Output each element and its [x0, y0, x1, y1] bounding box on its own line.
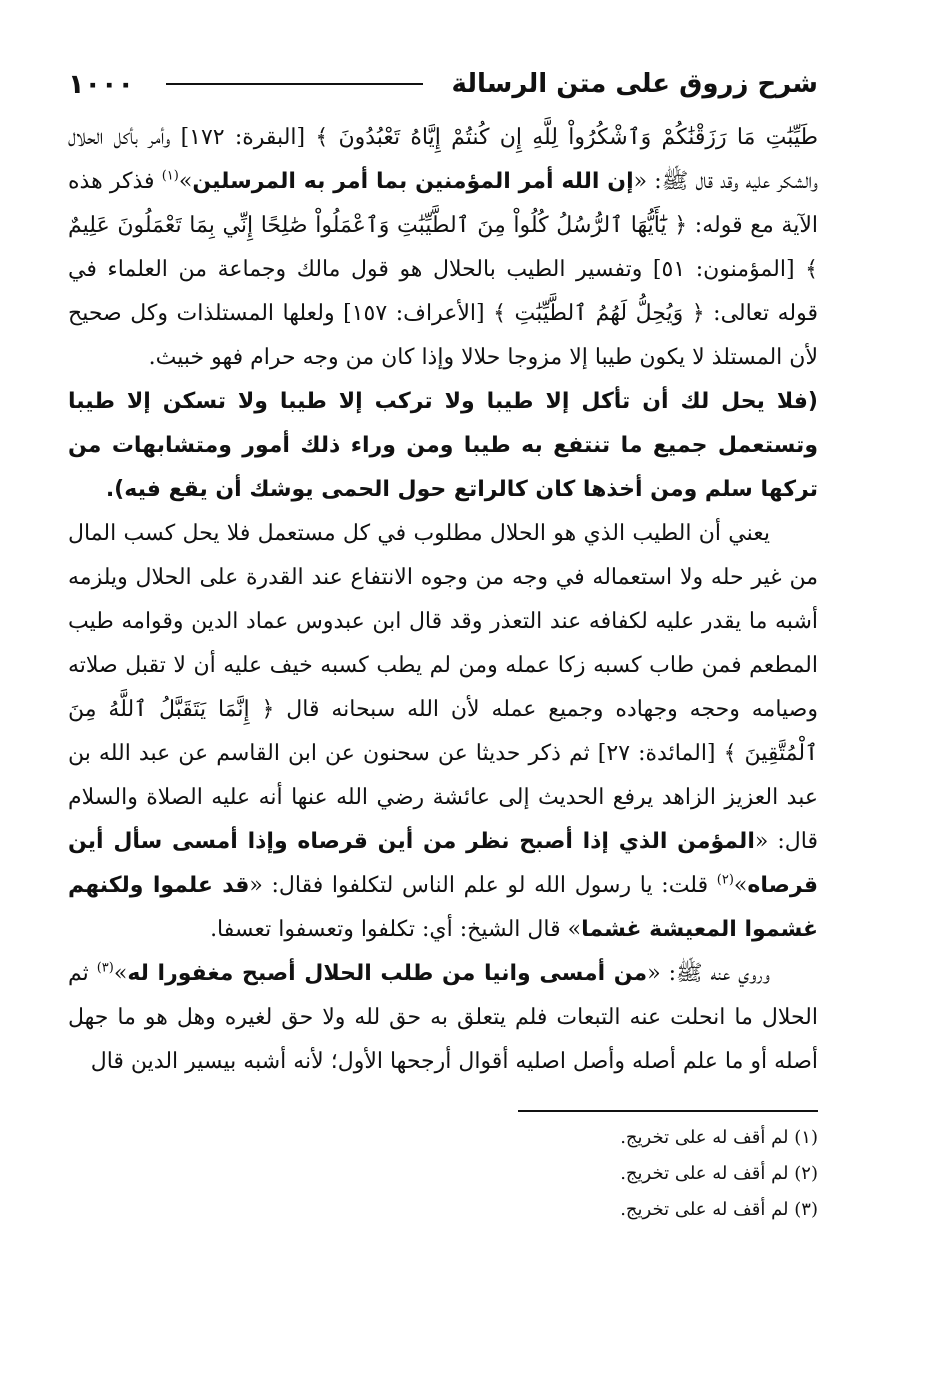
hadith-quote-2: المؤمن الذي إذا أصبح نظر من أين قرصاه وإذا أمسى سأل أين قرصاه	[68, 829, 818, 898]
footnote-ref-3: (٣)	[96, 960, 114, 976]
paragraph-1	[68, 116, 818, 380]
hadith-quote-4: من أمسى وانيا من طلب الحلال أصبح مغفورا له	[127, 961, 648, 986]
paragraph-3-text-c: »	[733, 873, 748, 898]
page-body	[68, 116, 818, 1084]
paragraph-1-text-a: طَيِّبَٰتِ مَا رَزَقْنَٰكُمْ وَٱشْكُرُواْ لِلَّهِ إِن كُنتُمْ إِيَّاهُ تَعْبُدُونَ ﴾ [البقرة: ١٧٢] وأمر بأكل الحلال والشكر عليه وقد قال ﷺ: «	[68, 125, 818, 194]
footnote-2: (٢) لم أقف له على تخريج.	[620, 1163, 818, 1184]
hadith-quote-3: قد علموا ولكنهم غشموا المعيشة غشما	[68, 873, 818, 942]
footnote-3: (٣) لم أقف له على تخريج.	[620, 1199, 818, 1220]
paragraph-3-text-a: يعني أن الطيب الذي هو الحلال مطلوب في كل مستعمل فلا يحل كسب المال من غير حله ولا استعماله في وجه من وجوه الانتفاع عند القدرة على الحلال ويلزمه أشبه ما يقدر عليه لكفافه عند التعذر وقد قال ابن عبدوس عماد الدين وقوامه طيب المطعم فمن طاب كسبه زكا عمله ومن لم يطب كسبه خيف عليه أن لا تقبل صلاته وصيامه وحجه وجهاده وجميع عمله لأن الله سبحانه قال ﴿ إِنَّمَا يَتَقَبَّلُ ٱللَّهُ مِنَ ٱلْمُتَّقِينَ ﴾ [المائدة: ٢٧] ثم ذكر حديثا عن سحنون عن ابن القاسم عن عبد الله بن عبد العزيز الزاهد يرفع الحديث إلى عائشة رضي الله عنها أنه عليه الصلاة والسلام قال: «	[68, 521, 818, 854]
paragraph-4-text-d: ثم الحلال ما انحلت عنه التبعات فلم يتعلق به حق لله ولا حق لغيره وهل هو ما جهل أصله أو ما علم أصله وأصل اصليه أقوال أرجحها الأول؛ لأنه أشبه بيسير الدين قال	[68, 961, 818, 1074]
footnote-rule	[518, 1110, 818, 1112]
paragraph-4-text-a: وروي عنه ﷺ: «	[647, 961, 770, 986]
paragraph-3-text-f: » قال الشيخ: أي: تكلفوا وتعسفوا تعسفا.	[210, 917, 582, 942]
header-rule	[166, 83, 424, 85]
running-title: شرح زروق على متن الرسالة	[451, 69, 818, 99]
footnote-ref-2: (٢)	[716, 872, 734, 888]
paragraph-3-text-d: قلت: يا رسول الله لو علم الناس لتكلفوا فقال: «	[249, 873, 717, 898]
hadith-quote-1: إن الله أمر المؤمنين بما أمر به المرسلين	[192, 169, 634, 194]
matn-paragraph: (فلا يحل لك أن تأكل إلا طيبا ولا تركب إلا طيبا ولا تسكن إلا طيبا وتستعمل جميع ما تنتفع به طيبا ومن وراء ذلك أمور ومتشابهات من تركها سلم ومن أخذها كان كالراتع حول الحمى يوشك أن يقع فيه).	[68, 389, 818, 502]
paragraph-4	[68, 952, 818, 1084]
paragraph-1-text-d: فذكر هذه الآية مع قوله: ﴿ يَٰٓأَيُّهَا ٱلرُّسُلُ كُلُواْ مِنَ ٱلطَّيِّبَٰتِ وَٱعْمَلُواْ صَٰلِحًا إِنِّي بِمَا تَعْمَلُونَ عَلِيمٌ ﴾ [المؤمنون: ٥١] وتفسير الطيب بالحلال هو قول مالك وجماعة من العلماء في قوله تعالى: ﴿ وَيُحِلُّ لَهُمُ ٱلطَّيِّبَٰتِ ﴾ [الأعراف: ١٥٧] ولعلها المستلذات وكل صحيح لأن المستلذ لا يكون طيبا إلا مزوجا حلالا وإذا كان من وجه حرام فهو خبيث.	[68, 169, 819, 370]
paragraph-3	[68, 512, 818, 952]
footnotes	[68, 1120, 818, 1228]
footnote-ref-1: (١)	[161, 168, 179, 184]
page-number: ١٠٠٠	[68, 68, 134, 100]
paragraph-1-text-c: »	[178, 169, 193, 194]
paragraph-4-text-c: »	[113, 961, 128, 986]
page-header	[68, 50, 818, 110]
footnote-1: (١) لم أقف له على تخريج.	[620, 1127, 818, 1148]
